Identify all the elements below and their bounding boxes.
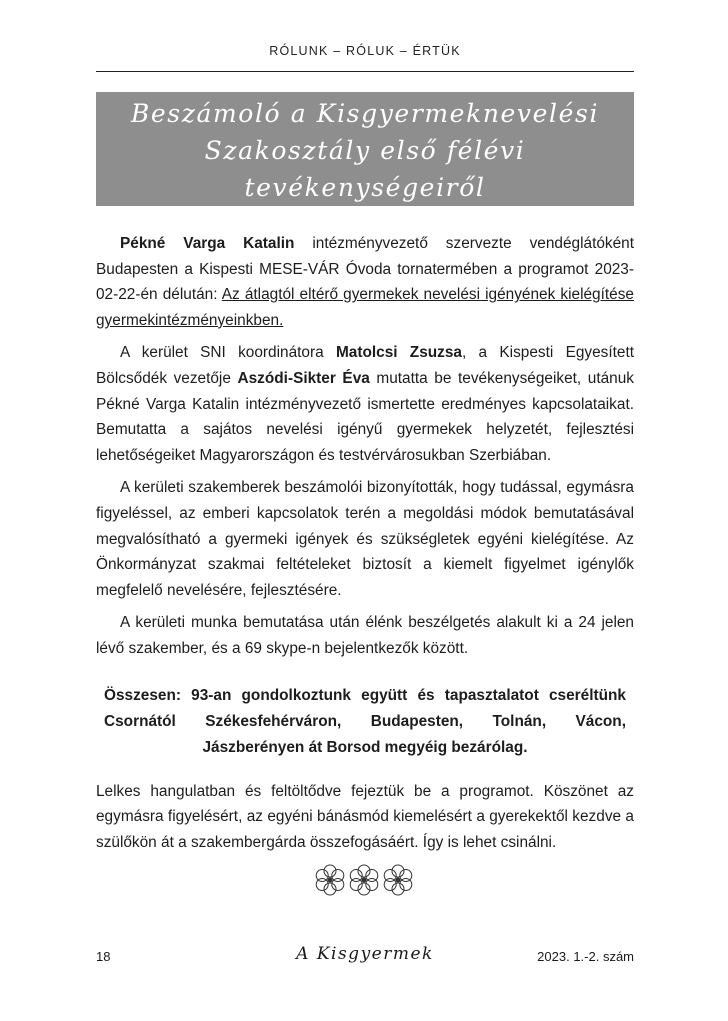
- paragraph-text: mutatta be tevékenységeiket, utánuk Pékné Varga Katalin intézményvezető ismertette eredményes kapcsolataikat. Bemutatta a sajátos nevelési igényű gyermekek helyzetét, fejlesztési lehetőségeiket Magyarországon és testvérvárosukban Szerbiában.: [96, 369, 634, 464]
- summary-paragraph: Összesen: 93-an gondolkoztunk együtt és tapasztalatot cseréltünk Csornától Székesfehérváron, Budapesten, Tolnán, Vácon, Jászberényen át Borsod megyéig bezárólag.: [104, 686, 626, 756]
- paragraph-2: [96, 340, 634, 468]
- paragraph-text: A kerület SNI koordinátora: [120, 344, 336, 362]
- program-topic: Az átlagtól eltérő gyermekek nevelési igényének kielégítése gyermekintézményeinkben.: [96, 286, 634, 329]
- paragraph-1: [96, 231, 634, 333]
- issue-number: 2023. 1.-2. szám: [537, 949, 634, 964]
- article-body: [96, 231, 634, 862]
- paragraph-3: A kerületi szakemberek beszámolói bizonyították, hogy tudással, egymásra figyeléssel, az emberi kapcsolatok terén a megoldási módok bemutatásával megvalósítható a gyermeki igények és szükségletek egyéni kielégítése. Az Önkormányzat szakmai feltételeket biztosít a kiemelt figyelmet igénylők megfelelő nevelésére, fejlesztésére.: [96, 479, 634, 599]
- title-line-3: tevékenységeiről: [244, 173, 486, 202]
- title-line-2: Szakosztály első félévi: [204, 136, 526, 165]
- page-number: 18: [96, 949, 111, 964]
- header-rule: [96, 71, 634, 72]
- title-line-1: Beszámoló a Kisgyermeknevelési: [130, 99, 600, 128]
- paragraph-text: intézményvezető szervezte vendéglátóként Budapesten a Kispesti MESE-VÁR Óvoda tornatermében a programot 2023-02-22-én délután:: [96, 235, 634, 304]
- person-name: Pékné Varga Katalin: [120, 235, 295, 252]
- paragraph-text: , a Kispesti Egyesített Bölcsődék vezetője: [96, 344, 635, 387]
- person-name: Aszódi-Sikter Éva: [237, 369, 370, 387]
- flower-ornament-icon: [312, 861, 416, 899]
- paragraph-4: A kerületi munka bemutatása után élénk beszélgetés alakult ki a 24 jelen lévő szakember, és a 69 skype-n bejelentkezők között.: [96, 614, 634, 657]
- article-title: [96, 92, 634, 206]
- running-head: RÓLUNK – RÓLUK – ÉRTÜK: [269, 44, 461, 58]
- magazine-name: A Kisgyermek: [296, 944, 434, 964]
- person-name: Matolcsi Zsuzsa: [335, 344, 462, 362]
- closing-paragraph: Lelkes hangulatban és feltöltődve fejeztük be a programot. Köszönet az egymásra figyelésért, az egyéni bánásmód kiemelésért a gyerekektől kezdve a szülőkön át a szakembergárda összefogásáért. Így is lehet csinálni.: [96, 782, 634, 851]
